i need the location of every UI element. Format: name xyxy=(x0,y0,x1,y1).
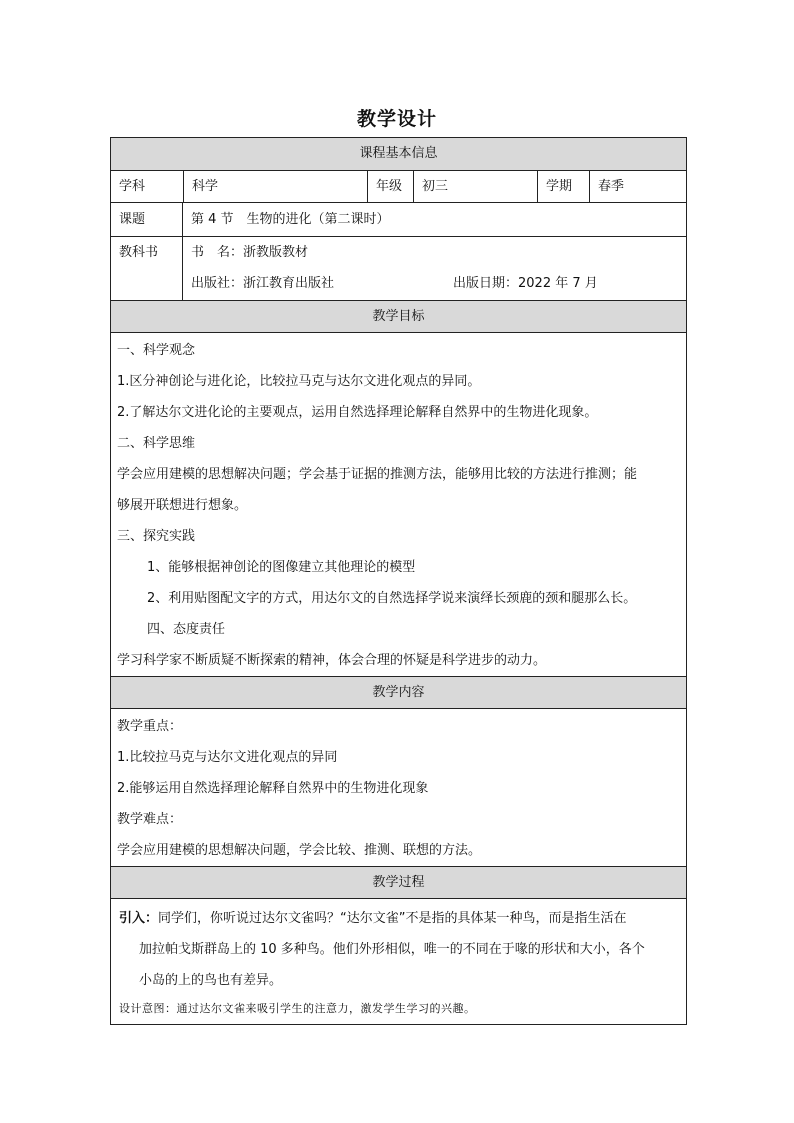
process-header: 教学过程 xyxy=(111,866,686,898)
goal-line: 2.了解达尔文进化论的主要观点，运用自然选择理论解释自然界中的生物进化现象。 xyxy=(117,405,598,420)
goal-line: 学会应用建模的思想解决问题；学会基于证据的推测方法，能够用比较的方法进行推测；能 xyxy=(117,467,638,482)
topic-label: 课题 xyxy=(111,203,183,236)
textbook-label: 教科书 xyxy=(111,237,183,300)
goals-section xyxy=(111,332,686,676)
goal-line: 1.区分神创论与进化论，比较拉马克与达尔文进化观点的异同。 xyxy=(117,374,481,389)
goal-line: 够展开联想进行想象。 xyxy=(117,498,248,513)
topic-value: 第 4 节 生物的进化（第二课时） xyxy=(191,212,390,227)
goal-line: 学习科学家不断质疑不断探索的精神，体会合理的怀疑是科学进步的动力。 xyxy=(117,653,547,668)
goal-line: 三、探究实践 xyxy=(117,529,196,544)
goal-line: 2、利用贴图配文字的方式，用达尔文的自然选择学说来演绎长颈鹿的颈和腿那么长。 xyxy=(147,591,637,606)
book-name: 书 名：浙教版教材 xyxy=(191,245,309,260)
grade-label: 年级 xyxy=(367,171,413,202)
goal-line: 二、科学思维 xyxy=(117,436,196,451)
intro-text-line: 小岛的上的鸟也有差异。 xyxy=(139,973,283,988)
term-value: 春季 xyxy=(589,171,686,202)
goal-line: 一、科学观念 xyxy=(117,343,196,358)
design-intent: 设计意图：通过达尔文雀来吸引学生的注意力，激发学生学习的兴趣。 xyxy=(119,1002,476,1015)
subject-label: 学科 xyxy=(119,179,146,194)
lesson-plan-table xyxy=(110,137,687,1025)
basic-info-header: 课程基本信息 xyxy=(111,138,686,170)
textbook-row xyxy=(111,236,686,300)
term-label: 学期 xyxy=(537,171,589,202)
topic-row xyxy=(111,202,686,236)
content-line: 学会应用建模的思想解决问题，学会比较、推测、联想的方法。 xyxy=(117,843,482,858)
goal-line: 四、态度责任 xyxy=(147,622,226,637)
publisher: 出版社：浙江教育出版社 xyxy=(191,276,335,291)
content-section xyxy=(111,708,686,866)
goals-header: 教学目标 xyxy=(111,300,686,332)
goal-line: 1、能够根据神创论的图像建立其他理论的模型 xyxy=(147,560,416,575)
content-line: 2.能够运用自然选择理论解释自然界中的生物进化现象 xyxy=(117,781,429,796)
intro-text-line: 加拉帕戈斯群岛上的 10 多种鸟。他们外形相似，唯一的不同在于喙的形状和大小，各个 xyxy=(139,942,645,957)
page-title: 教学设计 xyxy=(356,108,437,130)
intro-label: 引入： xyxy=(119,911,159,926)
subject-value: 科学 xyxy=(183,171,367,202)
basic-info-row xyxy=(111,170,686,202)
content-line: 教学重点： xyxy=(117,719,183,734)
publish-date: 出版日期：2022 年 7 月 xyxy=(453,276,598,291)
content-line: 教学难点： xyxy=(117,812,183,827)
intro-text: 同学们，你听说过达尔文雀吗？“达尔文雀”不是指的具体某一种鸟，而是指生活在 xyxy=(158,911,627,926)
content-line: 1.比较拉马克与达尔文进化观点的异同 xyxy=(117,750,338,765)
grade-value: 初三 xyxy=(413,171,537,202)
process-section xyxy=(111,898,686,1024)
content-header: 教学内容 xyxy=(111,676,686,708)
